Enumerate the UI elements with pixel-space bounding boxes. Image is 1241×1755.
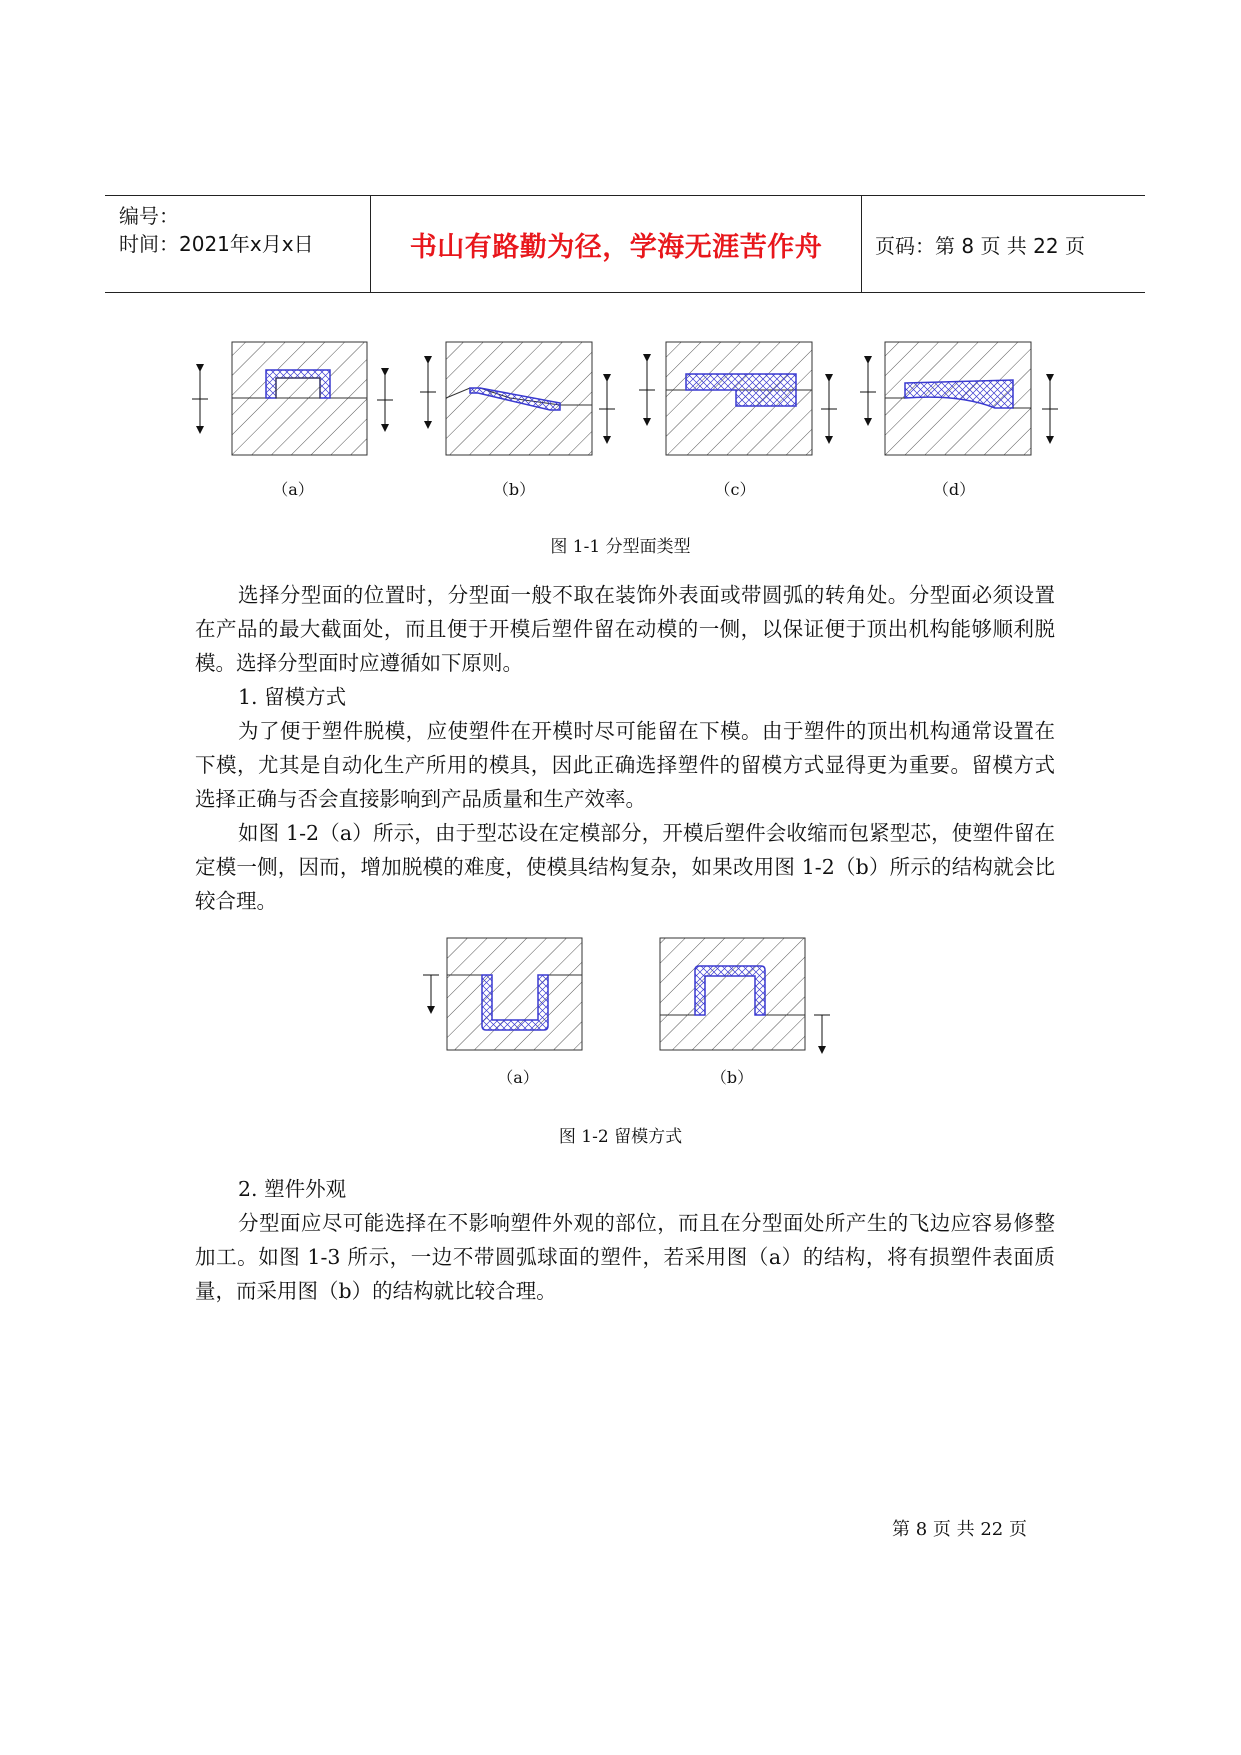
figure-1-1-label-a: （a） <box>272 480 314 499</box>
document-number-label: 编号： <box>119 204 179 228</box>
header-motto-cell <box>370 196 862 292</box>
figure-1-1-b-diagram <box>420 342 615 455</box>
paragraph-1: 选择分型面的位置时，分型面一般不取在装饰外表面或带圆弧的转角处。分型面必须设置在产品的最大截面处，而且便于开模后塑件留在动模的一侧，以保证便于顶出机构能够顺利脱模。选择分型面时应遵循如下原则。 <box>195 583 1055 675</box>
header-page-info: 页码：第 8 页 共 22 页 <box>875 233 1085 258</box>
figure-1-2-a-diagram <box>423 938 582 1050</box>
figure-1-1-c-diagram <box>639 342 837 455</box>
figure-1-1-label-b: （b） <box>492 480 536 499</box>
figure-1-1-parting-surface-types <box>0 330 1241 470</box>
header-page-cell <box>862 196 1158 292</box>
figure-1-1-title: 图 1-1 分型面类型 <box>550 537 691 557</box>
paragraph-4: 分型面应尽可能选择在不影响塑件外观的部位，而且在分型面处所产生的飞边应容易修整加工。如图 1-3 所示，一边不带圆弧球面的塑件，若采用图（a）的结构，将有损塑件表面质量，而采用图（b）的结构就比较合理。 <box>195 1211 1055 1303</box>
figure-1-2-b-diagram <box>660 938 830 1050</box>
motto-text: 书山有路勤为径，学海无涯苦作舟 <box>409 231 823 263</box>
figure-1-2-mold-retention <box>0 930 1241 1060</box>
figure-1-2-title: 图 1-2 留模方式 <box>558 1127 683 1147</box>
document-time-label: 时间：2021年x月x日 <box>119 232 314 256</box>
paragraph-3: 如图 1-2（a）所示，由于型芯设在定模部分，开模后塑件会收缩而包紧型芯，使塑件留在定模一侧，因而，增加脱模的难度，使模具结构复杂，如果改用图 1-2（b）所示的结构就会比较合理。 <box>195 821 1055 913</box>
header-left-cell <box>105 196 370 292</box>
paragraph-2: 为了便于塑件脱模，应使塑件在开模时尽可能留在下模。由于塑件的顶出机构通常设置在下模，尤其是自动化生产所用的模具，因此正确选择塑件的留模方式显得更为重要。留模方式选择正确与否会直接影响到产品质量和生产效率。 <box>195 719 1055 811</box>
page-header <box>105 195 1145 293</box>
figure-1-1-label-d: （d） <box>932 480 976 499</box>
section-heading-2: 2. 塑件外观 <box>238 1177 347 1201</box>
figure-1-2-label-b: （b） <box>710 1068 754 1087</box>
figure-1-1-label-c: （c） <box>714 480 756 499</box>
figure-1-1-a-diagram <box>192 342 393 455</box>
section-heading-1: 1. 留模方式 <box>238 685 347 709</box>
figure-1-1-d-diagram <box>860 342 1058 455</box>
figure-1-2-label-a: （a） <box>497 1068 539 1087</box>
page-footer: 第 8 页 共 22 页 <box>892 1519 1027 1540</box>
